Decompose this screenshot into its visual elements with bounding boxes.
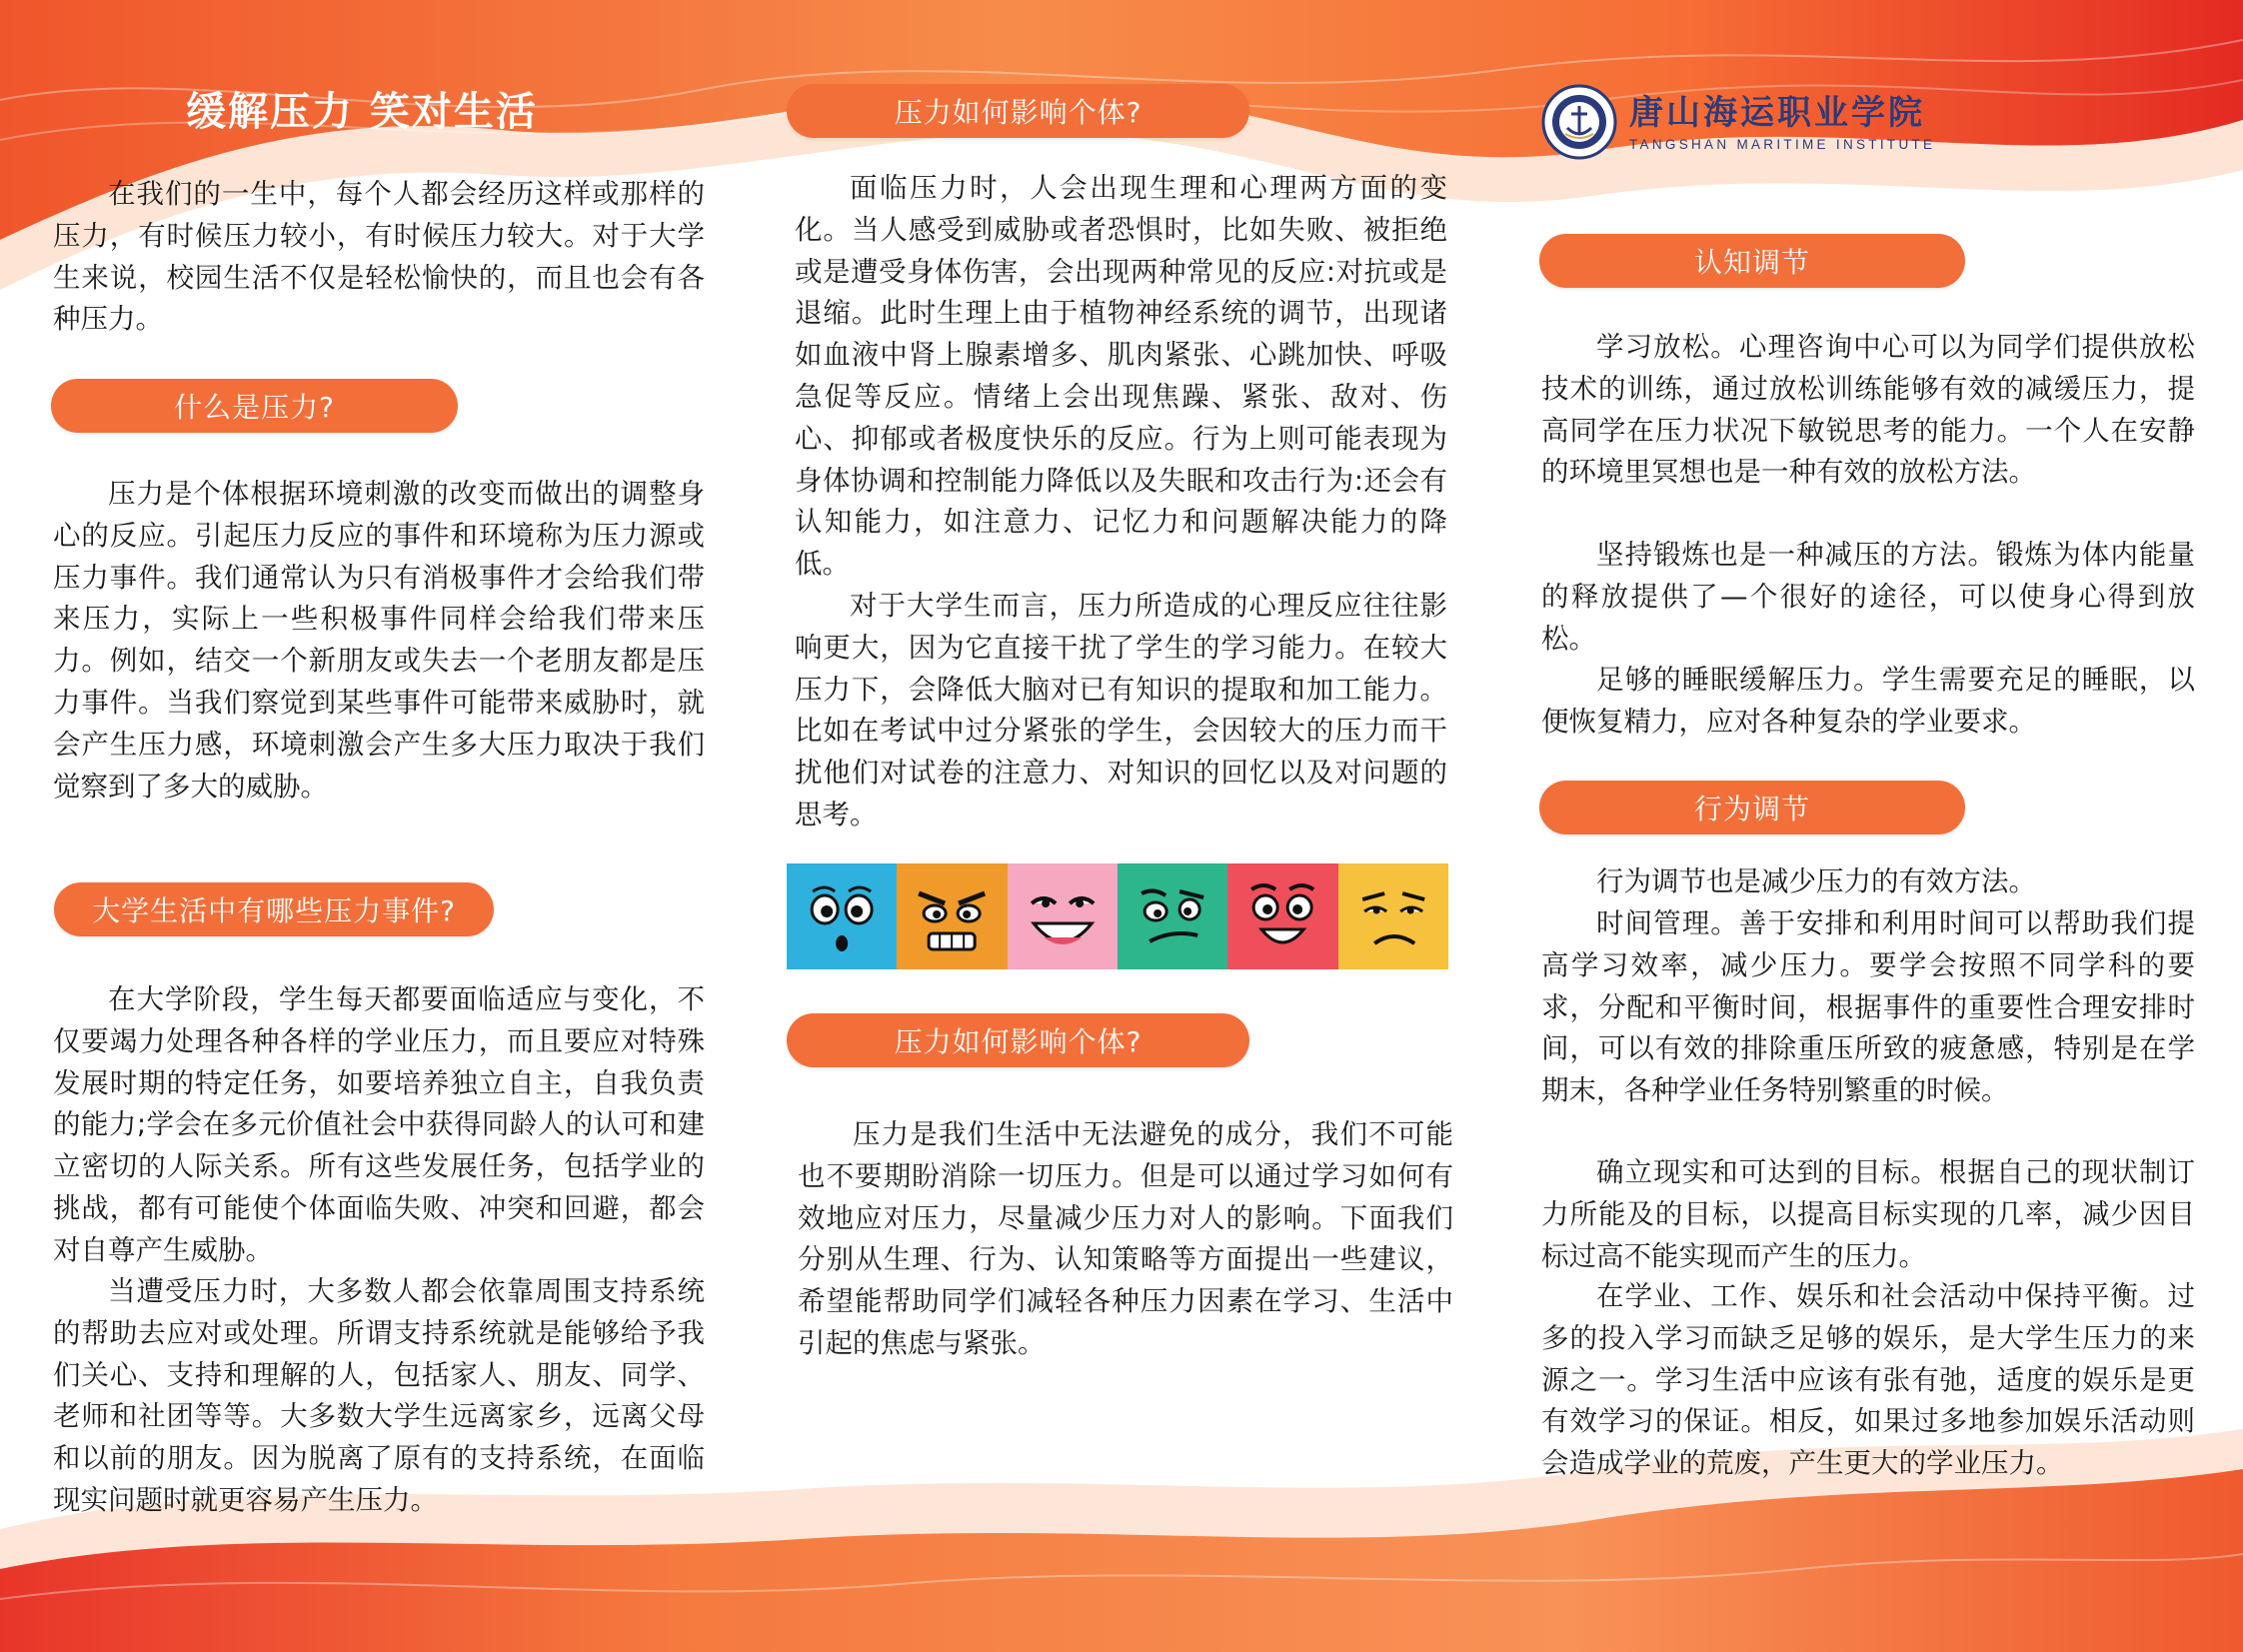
section-heading-stress-effects bbox=[787, 84, 1249, 138]
support-system-paragraph: 当遭受压力时，大多数人都会依靠周围支持系统的帮助去应对或处理。所谓支持系统就是能够给予我们关心、支持和理解的人，包括家人、朋友、同学、老师和社团等等。大多数大学生远离家乡，远离父母和以前的朋友。因为脱离了原有的支持系统，在面临现实问题时就更容易产生压力。 bbox=[53, 1275, 705, 1516]
relaxation-paragraph: 学习放松。心理咨询中心可以为同学们提供放松技术的训练，通过放松训练能够有效的减缓压力，提高同学在压力状况下敏锐思考的能力。一个人在安静的环境里冥想也是一种有效的放松方法。 bbox=[1541, 331, 2195, 489]
emotion-faces-strip bbox=[787, 863, 1448, 969]
section-heading-cognitive bbox=[1539, 234, 1965, 288]
main-title: 缓解压力 笑对生活 bbox=[186, 89, 538, 135]
goal-setting-paragraph: 确立现实和可达到的目标。根据自己的现状制订力所能及的目标，以提高目标实现的几率，减少因目标过高不能实现而产生的压力。 bbox=[1541, 1156, 2195, 1272]
section-heading-label: 什么是压力? bbox=[174, 391, 335, 424]
section-heading-label: 大学生活中有哪些压力事件? bbox=[92, 894, 456, 927]
student-stress-paragraph: 对于大学生而言，压力所造成的心理反应往往影响更大，因为它直接干扰了学生的学习能力。在较大压力下，会降低大脑对已有知识的提取和加工能力。比如在考试中过分紧张的学生，会因较大的压力而干扰他们对试卷的注意力、对知识的回忆以及对问题的思考。 bbox=[795, 590, 1447, 830]
behavior-intro-paragraph: 行为调节也是减少压力的有效方法。 bbox=[1596, 865, 2036, 897]
balance-paragraph: 在学业、工作、娱乐和社会活动中保持平衡。过多的投入学习而缺乏足够的娱乐，是大学生压力的来源之一。学习生活中应该有张有弛，适度的娱乐是更有效学习的保证。相反，如果过多地参加娱乐活动则会造成学业的荒废，产生更大的学业压力。 bbox=[1541, 1280, 2195, 1480]
section-heading-label: 认知调节 bbox=[1693, 246, 1810, 279]
exercise-paragraph: 坚持锻炼也是一种减压的方法。锻炼为体内能量的释放提供了—个很好的途径，可以使身心得到放松。 bbox=[1541, 539, 2195, 655]
section-heading-stress-events bbox=[54, 882, 494, 936]
section-heading-what-is-stress bbox=[51, 379, 458, 433]
section-heading-label: 行为调节 bbox=[1693, 793, 1810, 826]
grinning-face-icon bbox=[1008, 863, 1118, 969]
section-heading-label: 压力如何影响个体? bbox=[894, 96, 1142, 129]
school-name-cn: 唐山海运职业学院 bbox=[1629, 92, 1925, 133]
stress-events-paragraph: 在大学阶段，学生每天都要面临适应与变化，不仅要竭力处理各种各样的学业压力，而且要应对特殊发展时期的特定任务，如要培养独立自主，自我负责的能力;学会在多元价值社会中获得同龄人的认可和建立密切的人际关系。所有这些发展任务，包括学业的挑战，都有可能使个体面临失败、冲突和回避，都会对自尊产生威胁。 bbox=[53, 983, 705, 1266]
stress-effects-paragraph: 面临压力时，人会出现生理和心理两方面的变化。当人感受到威胁或者恐惧时，比如失败、被拒绝或是遭受身体伤害，会出现两种常见的反应:对抗或是退缩。此时生理上由于植物神经系统的调节，出现诸如血液中肾上腺素增多、肌肉紧张、心跳加快、呼吸急促等反应。情绪上会出现焦躁、紧张、敌对、伤心、抑郁或者极度快乐的反应。行为上则可能表现为身体协调和控制能力降低以及失眠和攻击行为:还会有认知能力，如注意力、记忆力和问题解决能力的降低。 bbox=[795, 172, 1447, 581]
school-name-en: TANGSHAN MARITIME INSTITUTE bbox=[1629, 136, 1936, 152]
smirking-face-icon bbox=[1118, 863, 1227, 969]
worried-face-icon bbox=[1338, 863, 1448, 969]
school-seal-icon bbox=[1541, 84, 1617, 160]
excited-face-icon bbox=[1227, 863, 1337, 969]
what-is-stress-paragraph: 压力是个体根据环境刺激的改变而做出的调整身心的反应。引起压力反应的事件和环境称为压力源或压力事件。我们通常认为只有消极事件才会给我们带来压力，实际上一些积极事件同样会给我们带来压力。例如，结交一个新朋友或失去一个老朋友都是压力事件。当我们察觉到某些事件可能带来威胁时，就会产生压力感，环境刺激会产生多大压力取决于我们觉察到了多大的威胁。 bbox=[53, 478, 705, 803]
section-heading-stress-effects-2 bbox=[787, 1013, 1249, 1067]
school-logo bbox=[1541, 84, 1935, 160]
intro-paragraph: 在我们的一生中，每个人都会经历这样或那样的压力，有时候压力较小，有时候压力较大。对于大学生来说，校园生活不仅是轻松愉快的，而且也会有各种压力。 bbox=[53, 178, 705, 336]
sleep-paragraph: 足够的睡眠缓解压力。学生需要充足的睡眠，以便恢复精力，应对各种复杂的学业要求。 bbox=[1541, 664, 2195, 738]
coping-intro-paragraph: 压力是我们生活中无法避免的成分，我们不可能也不要期盼消除一切压力。但是可以通过学习如何有效地应对压力，尽量减少压力对人的影响。下面我们分别从生理、行为、认知策略等方面提出一些建议，希望能帮助同学们减轻各种压力因素在学习、生活中引起的焦虑与紧张。 bbox=[798, 1118, 1453, 1359]
section-heading-behavior bbox=[1539, 781, 1965, 834]
time-management-paragraph: 时间管理。善于安排和利用时间可以帮助我们提高学习效率，减少压力。要学会按照不同学科的要求，分配和平衡时间，根据事件的重要性合理安排时间，可以有效的排除重压所致的疲惫感，特别是在学期末，各种学业任务特别繁重的时候。 bbox=[1541, 907, 2195, 1107]
angry-face-icon bbox=[897, 863, 1007, 969]
section-heading-label: 压力如何影响个体? bbox=[894, 1025, 1142, 1058]
surprised-face-icon bbox=[787, 863, 897, 969]
